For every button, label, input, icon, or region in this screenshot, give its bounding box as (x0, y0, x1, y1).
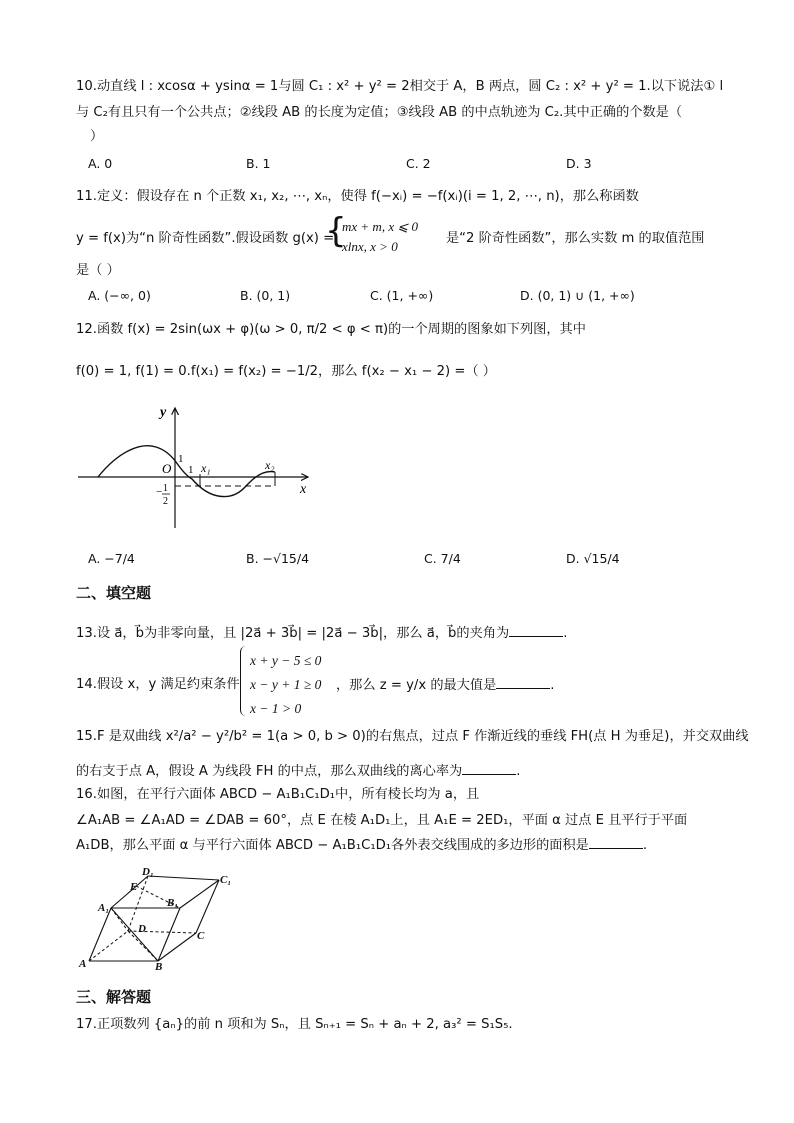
q15-answer-blank[interactable] (462, 762, 516, 775)
q10-option-b: B. 1 (246, 156, 271, 171)
q17-line: 17.正项数列 {aₙ}的前 n 项和为 Sₙ，且 Sₙ₊₁ = Sₙ + aₙ + 2, a₃² = S₁S₅. (76, 1017, 513, 1032)
q10-line2: 与 C₂有且只有一个公共点；②线段 AB 的长度为定值；③线段 AB 的中点轨迹为 C₂.其中正确的个数是（ (76, 105, 683, 120)
q14-constraint-1: x + y − 5 ≤ 0 (250, 653, 322, 668)
q10-option-d: D. 3 (566, 156, 592, 171)
q14-pre: 14.假设 x，y 满足约束条件 (76, 677, 240, 692)
q11-line2-lead: y = f(x)为“n 阶奇性函数”.假设函数 g(x) = (76, 231, 335, 246)
q11-option-a: A. (−∞, 0) (88, 288, 151, 303)
x2-label: x₂ (265, 458, 275, 472)
label-d1: D₁ (142, 866, 154, 878)
label-b1: B₁ (167, 897, 179, 909)
q15-line2-wrap: 的右支于点 A，假设 A 为线段 FH 的中点，那么双曲线的离心率为 . (76, 764, 521, 779)
q14-constraint-3: x − 1 > 0 (250, 701, 302, 716)
q11-piece1: mx + m, x ⩽ 0 (342, 219, 418, 234)
section-fill-in-heading: 二、填空题 (76, 584, 152, 602)
q11-piece2: xlnx, x > 0 (342, 239, 398, 254)
q16-line3: A₁DB，那么平面 α 与平行六面体 ABCD − A₁B₁C₁D₁各外表交线围成的多边形的面积是 (76, 838, 589, 853)
q16-answer-blank[interactable] (589, 836, 643, 849)
y-one-label: 1 (178, 453, 184, 465)
section-solutions-heading: 三、解答题 (76, 988, 152, 1006)
q14-constraint-2: x − y + 1 ≥ 0 (250, 677, 322, 692)
q11-line2b: 是“2 阶奇性函数”，那么实数 m 的取值范围 (446, 231, 705, 246)
q12-option-a: A. −7/4 (88, 551, 135, 566)
origin-label: O (162, 461, 172, 476)
q12-line2: f(0) = 1, f(1) = 0.f(x₁) = f(x₂) = −1/2，那么 f(x₂ − x₁ − 2) =（ ） (76, 364, 496, 379)
q11-line1: 11.定义：假设存在 n 个正数 x₁, x₂, ⋯, xₙ，使得 f(−xᵢ) = −f(xᵢ)(i = 1, 2, ⋯, n)，那么称函数 (76, 189, 639, 204)
q10-option-c: C. 2 (406, 156, 431, 171)
q13-answer-blank[interactable] (509, 624, 563, 637)
q10-line1: 10.动直线 l : xcosα + ysinα = 1与圆 C₁ : x² + y² = 2相交于 A，B 两点，圆 C₂ : x² + y² = 1.以下说法① l (76, 79, 724, 94)
label-a1: A₁ (98, 902, 110, 914)
q13-line: 13.设 a⃗，b⃗为非零向量，且 |2a⃗ + 3b⃗| = |2a⃗ − 3b⃗|，那么 a⃗，b⃗的夹角为 . (76, 626, 568, 641)
q12-option-c: C. 7/4 (424, 551, 461, 566)
q16-line1: 16.如图，在平行六面体 ABCD − A₁B₁C₁D₁中，所有棱长均为 a，且 (76, 787, 480, 802)
x-one-label: 1 (188, 464, 194, 476)
half-numerator: 1 (163, 483, 168, 494)
y-axis-label: y (160, 405, 167, 420)
label-d: D (138, 923, 146, 935)
q16-parallelepiped-figure (76, 866, 236, 970)
q11-brace: { (325, 211, 347, 251)
q11-line3: 是（ ） (76, 263, 120, 278)
q11-option-b: B. (0, 1) (240, 288, 291, 303)
q14-answer-blank[interactable] (496, 676, 550, 689)
q11-line2a (76, 230, 334, 248)
x1-label: x₁ (201, 461, 211, 475)
label-c1: C₁ (220, 874, 232, 886)
q10-option-a: A. 0 (88, 156, 113, 171)
q14-brace (240, 646, 247, 716)
q16-line3-wrap: A₁DB，那么平面 α 与平行六面体 ABCD − A₁B₁C₁D₁各外表交线围成的多边形的面积是 . (76, 838, 648, 853)
q12-option-b: B. −√15/4 (246, 551, 310, 566)
q14-post-line: ，那么 z = y/x 的最大值是 . (336, 678, 555, 693)
q12-option-d: D. √15/4 (566, 551, 620, 566)
q15-line2: 的右支于点 A，假设 A 为线段 FH 的中点，那么双曲线的离心率为 (76, 764, 463, 779)
label-e: E (130, 881, 138, 893)
x-axis-label: x (300, 482, 307, 497)
sine-curve (98, 446, 275, 497)
q14-post: ，那么 z = y/x 的最大值是 (336, 678, 497, 693)
q10-line3: ） (90, 129, 104, 144)
label-b: B (155, 961, 163, 970)
q11-option-d: D. (0, 1) ∪ (1, +∞) (520, 288, 635, 303)
label-c: C (197, 930, 205, 942)
edge-d1-c1 (148, 876, 219, 880)
q15-line1: 15.F 是双曲线 x²/a² − y²/b² = 1(a > 0, b > 0)的右焦点，过点 F 作渐近线的垂线 FH(点 H 为垂足)，并交双曲线 (76, 729, 749, 744)
neg-sign-label: − (156, 486, 163, 498)
q12-sine-graph (70, 400, 330, 535)
q13-text: 13.设 a⃗，b⃗为非零向量，且 |2a⃗ + 3b⃗| = |2a⃗ − 3b⃗|，那么 a⃗，b⃗的夹角为 (76, 626, 510, 641)
q11-option-c: C. (1, +∞) (370, 288, 434, 303)
edge-a1-b (111, 908, 158, 961)
half-denominator: 2 (163, 496, 168, 507)
q16-line2: ∠A₁AB = ∠A₁AD = ∠DAB = 60°，点 E 在棱 A₁D₁上，且 A₁E = 2ED₁，平面 α 过点 E 且平行于平面 (76, 813, 688, 828)
q12-line1: 12.函数 f(x) = 2sin(ωx + φ)(ω > 0, π/2 < φ < π)的一个周期的图象如下列图，其中 (76, 322, 586, 337)
label-a: A (79, 958, 87, 970)
